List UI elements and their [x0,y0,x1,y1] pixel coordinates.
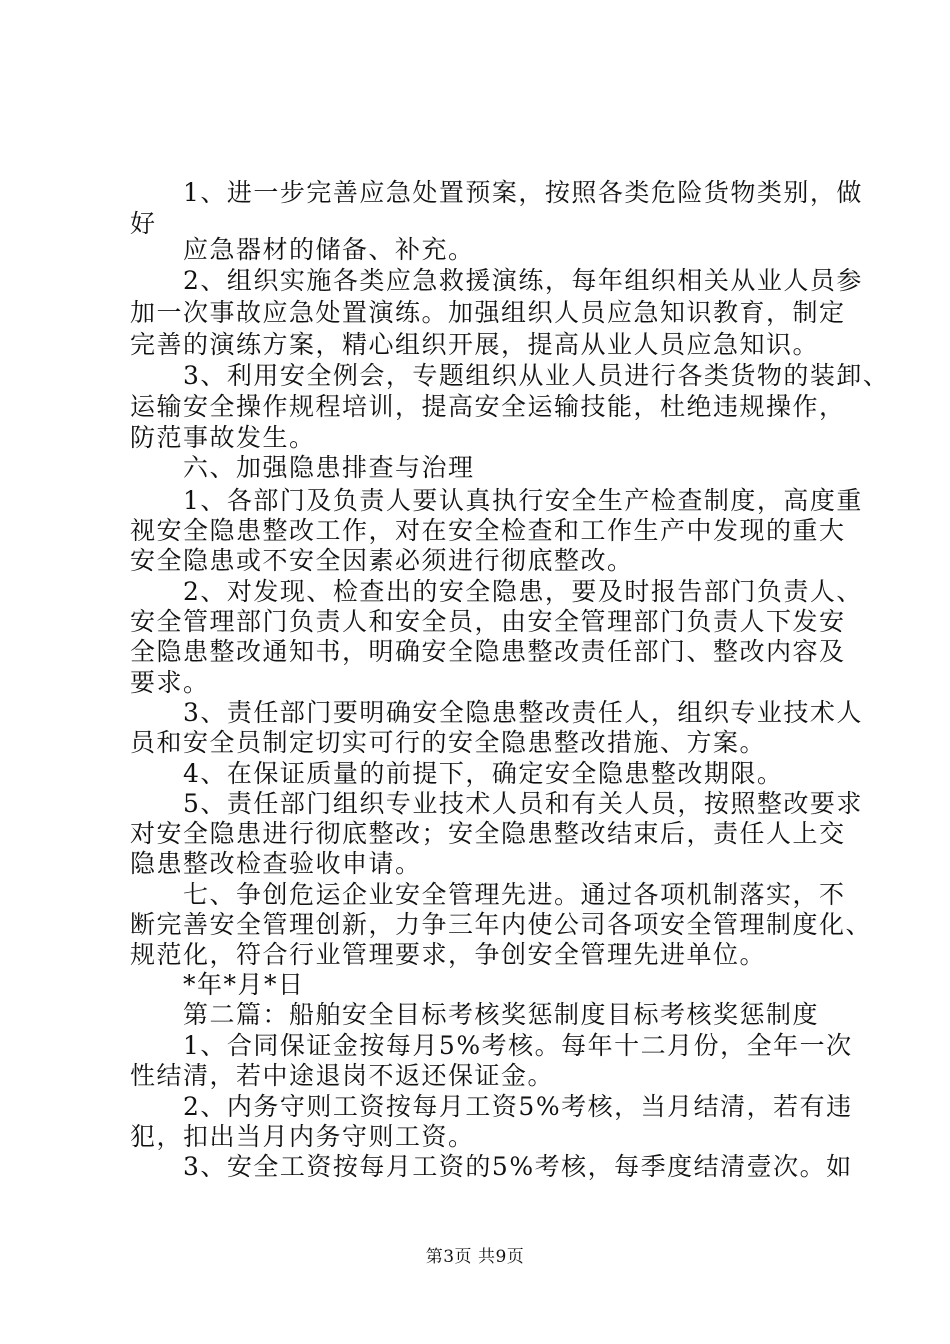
section-heading: 七、争创危运企业安全管理先进。通过各项机制落实，不 [130,880,846,909]
text-line: 2、对发现、检查出的安全隐患，要及时报告部门负责人、 [130,577,863,606]
text-line: 4、在保证质量的前提下，确定安全隐患整改期限。 [130,759,784,788]
text-line: 全隐患整改通知书，明确安全隐患整改责任部门、整改内容及 [130,637,846,666]
text-line: 5、责任部门组织专业技术人员和有关人员，按照整改要求 [130,789,863,818]
text-line: 安全隐患或不安全因素必须进行彻底整改。 [130,546,634,575]
text-line: 1、合同保证金按每月5%考核。每年十二月份，全年一次 [130,1031,853,1060]
page-footer: 第3页 共9页 [425,1247,525,1267]
text-line: 1、各部门及负责人要认真执行安全生产检查制度，高度重 [130,486,863,515]
section-heading: 六、加强隐患排查与治理 [130,453,475,482]
text-line: 对安全隐患进行彻底整改；安全隐患整改结束后，责任人上交 [130,819,846,848]
text-line: 性结清，若中途退岗不返还保证金。 [130,1061,555,1090]
text-line: 断完善安全管理创新，力争三年内使公司各项安全管理制度化、 [130,910,873,939]
text-line: 3、利用安全例会，专题组织从业人员进行各类货物的装卸、 [130,361,890,390]
text-line: 防范事故发生。 [130,423,316,452]
text-line: 2、内务守则工资按每月工资5%考核，当月结清，若有违 [130,1092,853,1121]
text-line: 规范化，符合行业管理要求，争创安全管理先进单位。 [130,940,767,969]
text-line: 2、组织实施各类应急救援演练，每年组织相关从业人员参 [130,266,863,295]
text-line: 隐患整改检查验收申请。 [130,849,422,878]
text-line: 好 [130,209,157,238]
text-line: 3、责任部门要明确安全隐患整改责任人，组织专业技术人 [130,698,863,727]
text-line: 运输安全操作规程培训，提高安全运输技能，杜绝违规操作， [130,392,846,421]
text-line: 员和安全员制定切实可行的安全隐患整改措施、方案。 [130,728,767,757]
text-line: 要求。 [130,668,210,697]
section-heading: 第二篇：船舶安全目标考核奖惩制度目标考核奖惩制度 [130,1000,820,1029]
text-line: 加一次事故应急处置演练。加强组织人员应急知识教育，制定 [130,298,846,327]
date-line: *年*月*日 [130,970,305,999]
text-line: 应急器材的储备、补充。 [130,235,475,264]
text-line: 犯，扣出当月内务守则工资。 [130,1122,475,1151]
text-line: 视安全隐患整改工作，对在安全检查和工作生产中发现的重大 [130,516,846,545]
text-line: 安全管理部门负责人和安全员，由安全管理部门负责人下发安 [130,607,846,636]
text-line: 完善的演练方案，精心组织开展，提高从业人员应急知识。 [130,330,820,359]
text-line: 1、进一步完善应急处置预案，按照各类危险货物类别，做 [130,178,863,207]
text-line: 3、安全工资按每月工资的5%考核，每季度结清壹次。如 [130,1152,853,1181]
